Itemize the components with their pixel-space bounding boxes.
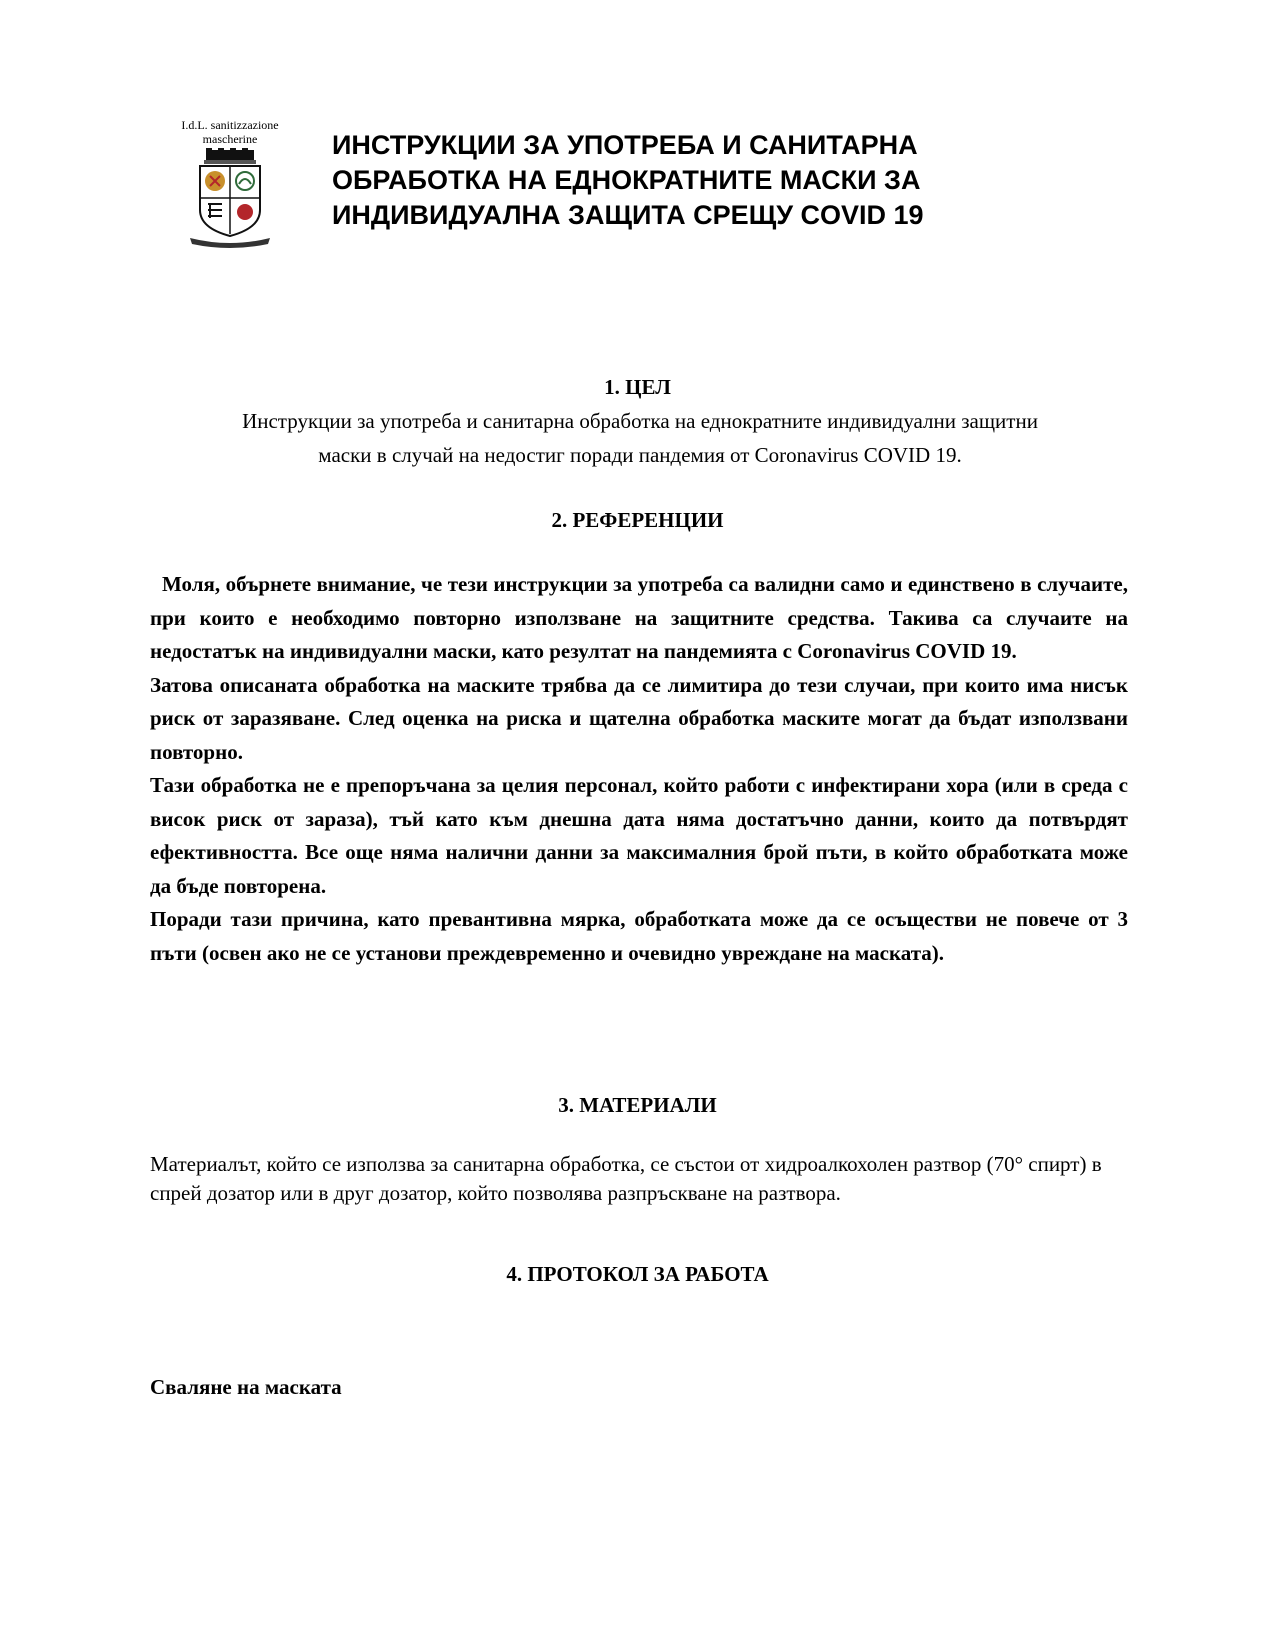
coat-of-arms-icon — [180, 148, 280, 248]
crest-logo — [170, 118, 290, 250]
title-line-2: ОБРАБОТКА НА ЕДНОКРАТНИТЕ МАСКИ ЗА — [332, 165, 921, 195]
goal-line-2: маски в случай на недостиг поради пандемия от Coronavirus COVID 19. — [318, 443, 962, 467]
goal-text — [140, 404, 1140, 472]
section-heading-protocol: 4. ПРОТОКОЛ ЗА РАБОТА — [506, 1262, 769, 1286]
goal-line-1: Инструкции за употреба и санитарна обработка на еднократните индивидуални защитни — [242, 409, 1038, 433]
subheading-mask-removal: Сваляне на маската — [150, 1375, 342, 1399]
references-paragraph-1: Моля, обърнете внимание, че тези инструкции за употреба са валидни само и единствено в случаите, при които е необходимо повторно използване на защитните средства. Такива са случаите на недостатък на индивидуални маски, като резултат на пандемията с Coronavirus COVID 19. — [150, 572, 1128, 663]
logo-caption — [170, 118, 290, 146]
logo-caption-line1: I.d.L. sanitizzazione — [181, 118, 279, 132]
section-heading-materials: 3. МАТЕРИАЛИ — [558, 1093, 717, 1117]
references-paragraph-3: Тази обработка не е препоръчана за целия персонал, който работи с инфектирани хора (или в среда с висок риск от зараза), тъй като към днешна дата няма достатъчно данни, които да потвърдят ефективността. Все още няма налични данни за максималния брой пъти, в който обработката може да бъде повторена. — [150, 773, 1128, 898]
title-line-3: ИНДИВИДУАЛНА ЗАЩИТА СРЕЩУ COVID 19 — [332, 200, 924, 230]
document-title — [332, 128, 1092, 233]
materials-text: Материалът, който се използва за санитарна обработка, се състои от хидроалкохолен разтвор (70° спирт) в спрей дозатор или в друг дозатор, който позволява разпръскване на разтвора. — [150, 1152, 1102, 1205]
section-heading-goal: 1. ЦЕЛ — [604, 375, 671, 399]
references-paragraph-4: Поради тази причина, като превантивна мярка, обработката може да се осъществи не повече от 3 пъти (освен ако не се установи преждевременно и очевидно увреждане на маската). — [150, 907, 1128, 965]
section-heading-references: 2. РЕФЕРЕНЦИИ — [551, 508, 724, 532]
logo-caption-line2: mascherine — [202, 132, 258, 146]
references-paragraph-2: Затова описаната обработка на маските трябва да се лимитира до тези случаи, при които има нисък риск от заразяване. След оценка на риска и щателна обработка маските могат да бъдат използвани повторно. — [150, 672, 1128, 764]
references-text — [150, 568, 1128, 970]
title-line-1: ИНСТРУКЦИИ ЗА УПОТРЕБА И САНИТАРНА — [332, 130, 918, 160]
